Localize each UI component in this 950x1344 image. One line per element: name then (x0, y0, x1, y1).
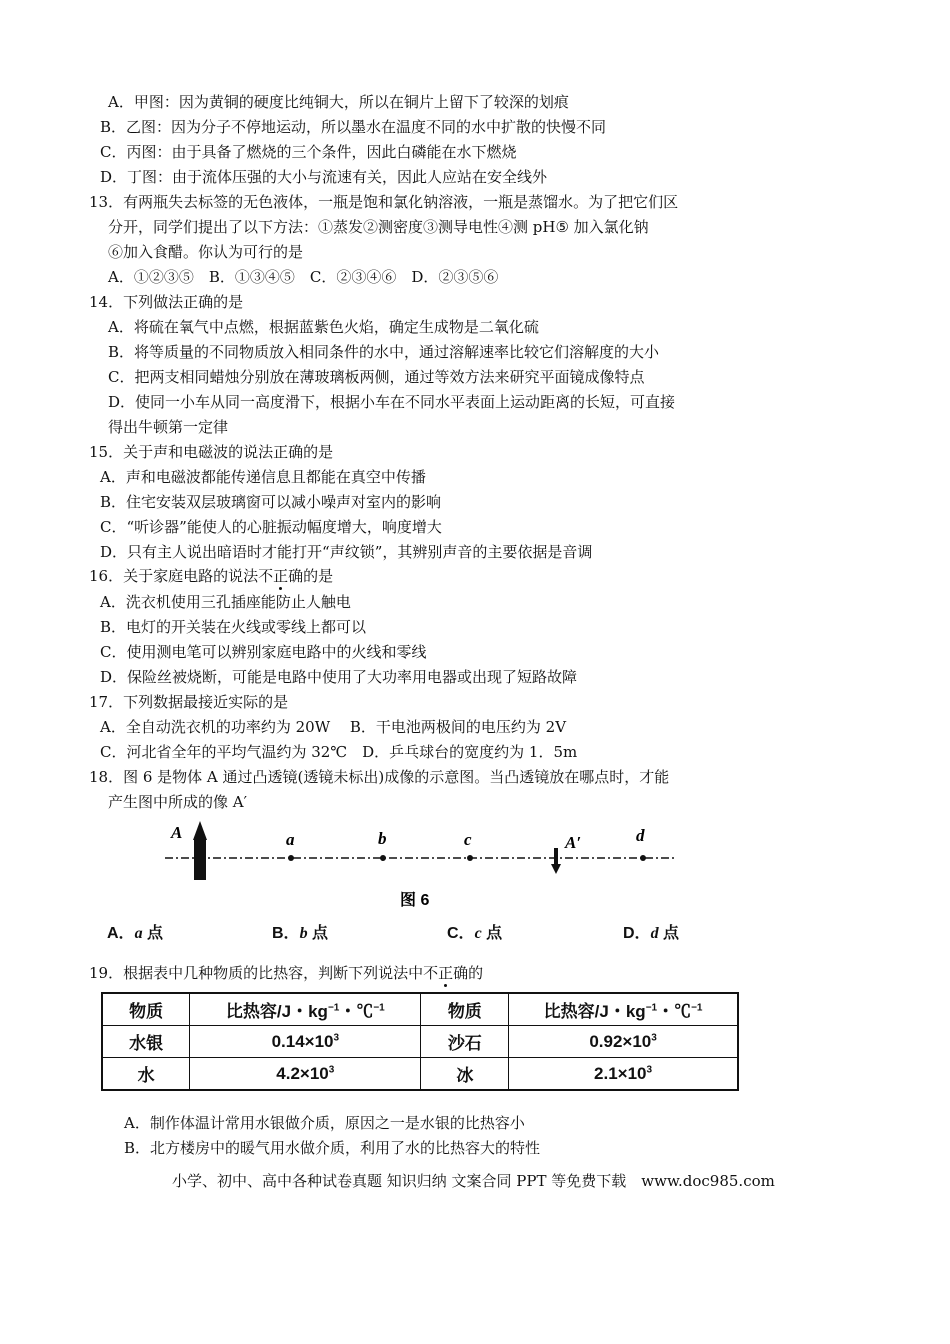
header-specific-heat: 比热容/J・$kg^{-1}$・℃$^{-1}$ (190, 993, 421, 1026)
q14-option-d: D．使同一小车从同一高度滑下，根据小车在不同水平表面上运动距离的长短，可直接 (108, 393, 676, 411)
table-row (102, 1058, 738, 1091)
substance-cell: 冰 (421, 1058, 509, 1091)
q12-option-b: B．乙图：因为分子不停地运动，所以墨水在温度不同的水中扩散的快慢不同 (100, 118, 607, 136)
q19-stem-end: 的 (468, 964, 484, 982)
q18-option-a: A．a 点 (107, 925, 164, 942)
q16-option-b: B．电灯的开关装在火线或零线上都可以 (100, 618, 367, 636)
q15-option-d: D．只有主人说出暗语时才能打开“声纹锁”，其辨别声音的主要依据是音调 (100, 543, 593, 561)
q15-stem: 15．关于声和电磁波的说法正确的是 (89, 443, 334, 461)
q16-option-c: C．使用测电笔可以辨别家庭电路中的火线和零线 (100, 643, 427, 661)
point-a-dot (288, 855, 294, 861)
q19-stem (89, 963, 483, 983)
value-cell: $2.1\times 10^3$ (509, 1058, 738, 1091)
q18-stem: 18．图 6 是物体 A 通过凸透镜(透镜未标出)成像的示意图。当凸透镜放在哪点时，才能 (89, 768, 670, 786)
q17-stem: 17．下列数据最接近实际的是 (89, 693, 289, 711)
q19-stem-text: 19．根据表中几种物质的比热容，判断下列说法中 (89, 964, 424, 982)
q18-option-b: B．b 点 (272, 925, 329, 942)
q13-options: A．①②③⑤ B．①③④⑤ C．②③④⑥ D．②③⑤⑥ (108, 268, 499, 286)
q19-option-a: A．制作体温计常用水银做介质，原因之一是水银的比热容小 (124, 1114, 525, 1132)
substance-cell: 水银 (102, 1026, 190, 1058)
q14-option-a: A．将硫在氧气中点燃，根据蓝紫色火焰，确定生成物是二氧化硫 (108, 318, 539, 336)
point-d-label: d (636, 826, 645, 845)
q16-option-d: D．保险丝被烧断，可能是电路中使用了大功率用电器或出现了短路故障 (100, 668, 578, 686)
q16-option-a: A．洗衣机使用三孔插座能防止人触电 (100, 593, 351, 611)
image-label: A′ (565, 833, 582, 852)
q19-emphasis: 不正确 (423, 964, 469, 982)
q18-option-c: C．c 点 (447, 925, 503, 942)
q12-option-a: A．甲图：因为黄铜的硬度比纯铜大，所以在铜片上留下了较深的划痕 (108, 93, 569, 111)
figure-caption: 图 6 (400, 892, 430, 909)
point-c-label: c (464, 830, 472, 849)
specific-heat-table (101, 992, 739, 1091)
q17-options-cd: C．河北省全年的平均气温约为 32℃ D．乒乓球台的宽度约为 1．5m (100, 743, 578, 761)
q14-option-c: C．把两支相同蜡烛分别放在薄玻璃板两侧，通过等效方法来研究平面镜成像特点 (108, 368, 645, 386)
point-b-label: b (378, 829, 387, 848)
point-d-dot (640, 855, 646, 861)
table-header-row (102, 993, 738, 1026)
q15-option-a: A．声和电磁波都能传递信息且都能在真空中传播 (100, 468, 426, 486)
q17-options-ab: A．全自动洗衣机的功率约为 20W B．干电池两极间的电压约为 2V (100, 718, 567, 736)
q12-option-d: D．丁图：由于流体压强的大小与流速有关，因此人应站在安全线外 (100, 168, 548, 186)
header-specific-heat-2: 比热容/J・$kg^{-1}$・℃$^{-1}$ (509, 993, 738, 1026)
q15-option-c: C．“听诊器”能使人的心脏振动幅度增大，响度增大 (100, 518, 442, 536)
q14-option-b: B．将等质量的不同物质放入相同条件的水中，通过溶解速率比较它们溶解度的大小 (108, 343, 660, 361)
object-arrow (193, 821, 207, 880)
value-cell: $0.92\times 10^3$ (509, 1026, 738, 1058)
point-b-dot (380, 855, 386, 861)
page-footer: 小学、初中、高中各种试卷真题 知识归纳 文案合同 PPT 等免费下载 www.doc985.com (172, 1172, 775, 1190)
point-a-label: a (286, 830, 295, 849)
q18-stem-cont: 产生图中所成的像 A′ (108, 793, 248, 811)
figure-6 (165, 818, 685, 918)
substance-cell: 沙石 (421, 1026, 509, 1058)
q15-option-b: B．住宅安装双层玻璃窗可以减小噪声对室内的影响 (100, 493, 442, 511)
object-label: A (171, 823, 183, 842)
value-cell: $0.14\times 10^3$ (190, 1026, 421, 1058)
q13-stem-end: ⑥加入食醋。你认为可行的是 (108, 243, 304, 261)
header-substance-2: 物质 (421, 993, 509, 1026)
point-c-dot (467, 855, 473, 861)
q16-stem (89, 566, 333, 586)
q14-stem: 14．下列做法正确的是 (89, 293, 244, 311)
image-arrow (551, 848, 561, 874)
q16-stem-text: 16．关于家庭电路的说法 (89, 567, 259, 585)
q19-option-b: B．北方楼房中的暖气用水做介质，利用了水的比热容大的特性 (124, 1139, 541, 1157)
q16-stem-end: 的是 (303, 567, 334, 585)
q13-stem-cont: 分开，同学们提出了以下方法：①蒸发②测密度③测导电性④测 pH⑤ 加入氯化钠 (108, 218, 649, 236)
header-substance: 物质 (102, 993, 190, 1026)
q18-option-d: D．d 点 (623, 925, 680, 942)
table-row (102, 1026, 738, 1058)
q16-emphasis: 不正确 (258, 567, 304, 585)
q12-option-c: C．丙图：由于具备了燃烧的三个条件，因此白磷能在水下燃烧 (100, 143, 517, 161)
substance-cell: 水 (102, 1058, 190, 1091)
q14-option-d-cont: 得出牛顿第一定律 (108, 418, 229, 436)
q13-stem: 13．有两瓶失去标签的无色液体，一瓶是饱和氯化钠溶液，一瓶是蒸馏水。为了把它们区 (89, 193, 679, 211)
value-cell: $4.2\times 10^3$ (190, 1058, 421, 1091)
